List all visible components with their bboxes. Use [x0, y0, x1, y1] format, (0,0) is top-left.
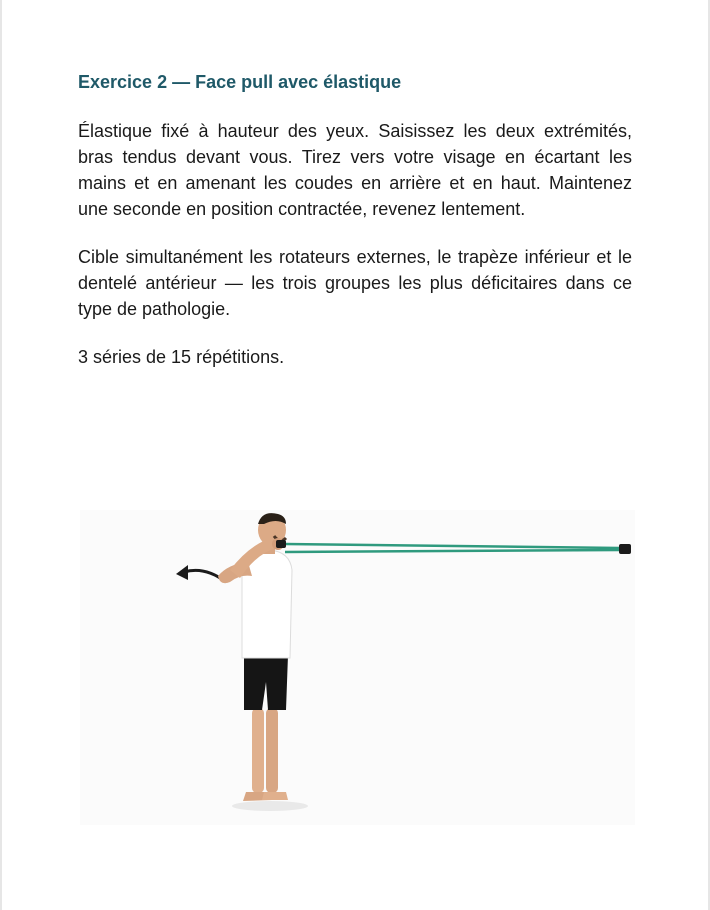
face-pull-figure — [80, 510, 635, 825]
person-figure — [218, 513, 292, 801]
elastic-band — [285, 544, 620, 552]
curved-arrow-left-icon — [176, 565, 226, 582]
floor-shadow — [232, 801, 308, 811]
band-anchor-icon — [619, 544, 631, 554]
exercise-description: Élastique fixé à hauteur des yeux. Saisissez les deux extrémités, bras tendus devant vous. Tirez vers votre visage en écartant les mains et en amenant les coudes en arrière et en haut. Maintenez une seconde en position contractée, revenez lentement. — [78, 121, 632, 219]
exercise-targets: Cible simultanément les rotateurs externes, le trapèze inférieur et le dentelé antérieur — les trois groupes les plus déficitaires dans ce type de pathologie. — [78, 247, 632, 319]
exercise-section — [78, 70, 632, 392]
page-edge — [0, 0, 2, 910]
exercise-title: Exercice 2 — Face pull avec élastique — [78, 72, 402, 92]
exercise-illustration — [80, 510, 635, 825]
exercise-sets: 3 séries de 15 répétitions. — [78, 347, 285, 367]
